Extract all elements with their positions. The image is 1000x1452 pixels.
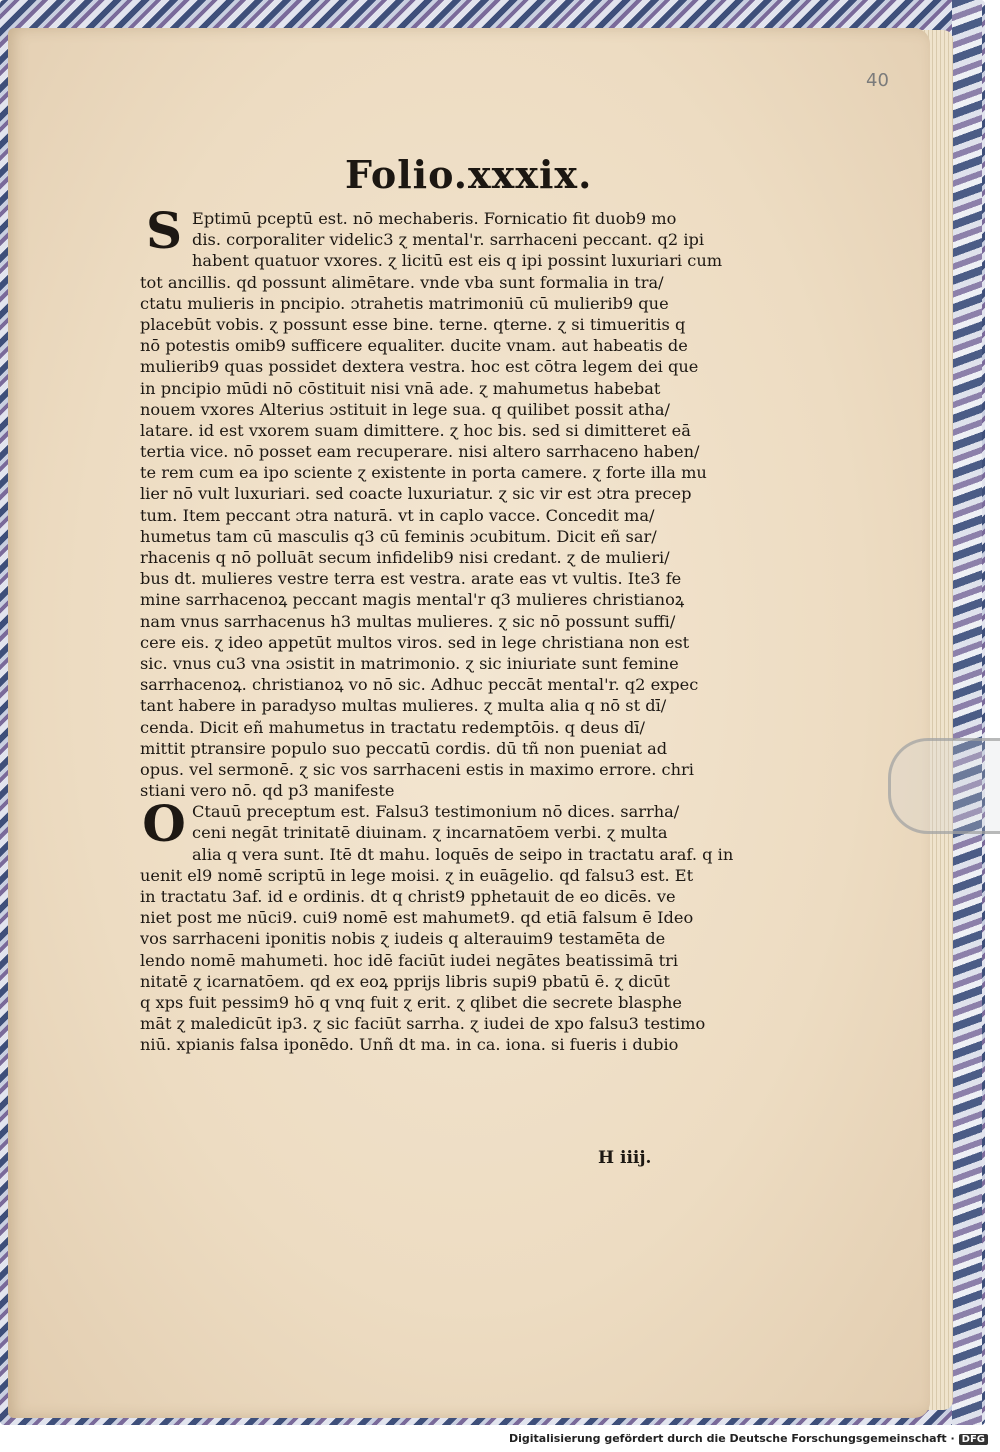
paragraph-1: [140, 201, 740, 801]
paragraph-2: [140, 794, 740, 1055]
text-line: cere eis. ɀ ideo appetūt multos viros. sed in lege christiana non est: [140, 632, 690, 652]
initial-letter-o: O: [142, 794, 186, 854]
text-line: uenit el9 nomē scriptū in lege moisi. ɀ in euāgelio. qd falsu3 est. Et: [140, 865, 694, 885]
text-line: mine sarrhacenoꝝ peccant magis mental'r q3 mulieres christianoꝝ: [140, 590, 685, 610]
text-line: tant habere in paradyso multas mulieres. ɀ multa alia q nō st dī/: [140, 696, 667, 716]
text-line: q xps fuit pessim9 hō q vnq fuit ɀ erit. ɀ qlibet die secrete blasphe: [140, 992, 682, 1012]
text-line: lendo nomē mahumeti. hoc idē faciūt iudei negātes beatissimā tri: [140, 950, 679, 970]
plastic-page-clip: [888, 738, 1000, 834]
running-head: Folio.xxxix.: [345, 152, 593, 197]
text-line: Ctauū preceptum est. Falsu3 testimonium nō dices. sarrha/: [192, 802, 680, 822]
text-line: sarrhacenoꝝ. christianoꝝ vo nō sic. Adhuc peccāt mental'r. q2 expec: [140, 675, 699, 695]
text-line: ceni negāt trinitatē diuinam. ɀ incarnatōem verbi. ɀ multa: [192, 823, 668, 843]
text-line: nam vnus sarrhacenus h3 multas mulieres. ɀ sic nō possunt suffi/: [140, 611, 676, 631]
text-line: tum. Item peccant ɔtra naturā. vt in caplo vacce. Concedit ma/: [140, 505, 655, 525]
text-line: māt ɀ maledicūt ip3. ɀ sic faciūt sarrha. ɀ iudei de xpo falsu3 testimo: [140, 1014, 706, 1034]
text-line: stiani vero nō. qd p3 manifeste: [140, 781, 395, 801]
text-line: nō potestis omib9 sufficere equaliter. ducite vnam. aut habeatis de: [140, 336, 688, 356]
text-line: tertia vice. nō posset eam recuperare. nisi altero sarrhaceno haben/: [140, 442, 700, 462]
book-cover-edge: [952, 0, 982, 1425]
pencil-page-number: 40: [866, 70, 889, 91]
text-line: ctatu mulieris in pncipio. ɔtrahetis matrimoniū cū mulierib9 que: [140, 293, 669, 313]
text-line: dis. corporaliter videlic3 ɀ mental'r. sarrhaceni peccant. q2 ipi: [192, 230, 705, 250]
text-line: te rem cum ea ipo sciente ɀ existente in porta camere. ɀ forte illa mu: [140, 463, 707, 483]
text-line: vos sarrhaceni iponitis nobis ɀ iudeis q alterauim9 testamēta de: [140, 929, 666, 949]
text-line: cenda. Dicit eñ mahumetus in tractatu redemptōis. q deus dī/: [140, 717, 645, 737]
text-line: habent quatuor vxores. ɀ licitū est eis q ipi possint luxuriari cum: [192, 251, 723, 271]
text-line: alia q vera sunt. Itē dt mahu. loquēs de seipo in tractatu araf. q in: [192, 844, 734, 864]
text-line: Eptimū pceptū est. nō mechaberis. Fornicatio fit duob9 mo: [192, 209, 677, 228]
text-line: nouem vxores Alterius ɔstituit in lege sua. q quilibet possit atha/: [140, 399, 670, 419]
text-line: nitatē ɀ icarnatōem. qd ex eoꝝ pprijs libris supi9 pbatū ē. ɀ dicūt: [140, 971, 670, 991]
text-line: rhacenis q nō polluāt secum infidelib9 nisi credant. ɀ de mulieri/: [140, 548, 670, 567]
text-line: bus dt. mulieres vestre terra est vestra. arate eas vt vultis. Ite3 fe: [140, 569, 682, 589]
text-line: placebūt vobis. ɀ possunt esse bine. terne. qterne. ɀ si timueritis q: [140, 314, 686, 334]
text-line: in pncipio mūdi nō cōstituit nisi vnā ade. ɀ mahumetus habebat: [140, 378, 661, 398]
signature-mark: H iiij.: [598, 1148, 652, 1168]
text-line: mittit ptransire populo suo peccatū cordis. dū tñ non pueniat ad: [140, 738, 668, 758]
text-line: latare. id est vxorem suam dimittere. ɀ hoc bis. sed si dimitteret eā: [140, 420, 691, 440]
dfg-logo: DFG: [959, 1434, 988, 1445]
text-line: humetus tam cū masculis q3 cū feminis ɔcubitum. Dicit eñ sar/: [140, 526, 657, 546]
text-line: lier nō vult luxuriari. sed coacte luxuriatur. ɀ sic vir est ɔtra precep: [140, 484, 692, 504]
text-line: in tractatu 3af. id e ordinis. dt q christ9 pphetauit de eo dicēs. ve: [140, 887, 676, 906]
main-text-block: [140, 201, 740, 1056]
text-line: opus. vel sermonē. ɀ sic vos sarrhaceni estis in maximo errore. chri: [140, 759, 694, 779]
footer-credit-text: Digitalisierung gefördert durch die Deutsche Forschungsgemeinschaft ·: [508, 1432, 955, 1445]
text-line: niet post me nūci9. cui9 nomē est mahumet9. qd etiā falsum ē Ideo: [140, 908, 694, 928]
footer-credit: [509, 1432, 988, 1445]
initial-letter-s: S: [145, 201, 183, 260]
text-line: niū. xpianis falsa iponēdo. Unñ dt ma. in ca. iona. si fueris i dubio: [140, 1035, 679, 1055]
text-line: sic. vnus cu3 vna ɔsistit in matrimonio. ɀ sic iniuriate sunt femine: [140, 653, 679, 673]
text-line: tot ancillis. qd possunt alimētare. vnde vba sunt formalia in tra/: [140, 272, 664, 292]
text-line: mulierib9 quas possidet dextera vestra. hoc est cōtra legem dei que: [140, 357, 699, 377]
